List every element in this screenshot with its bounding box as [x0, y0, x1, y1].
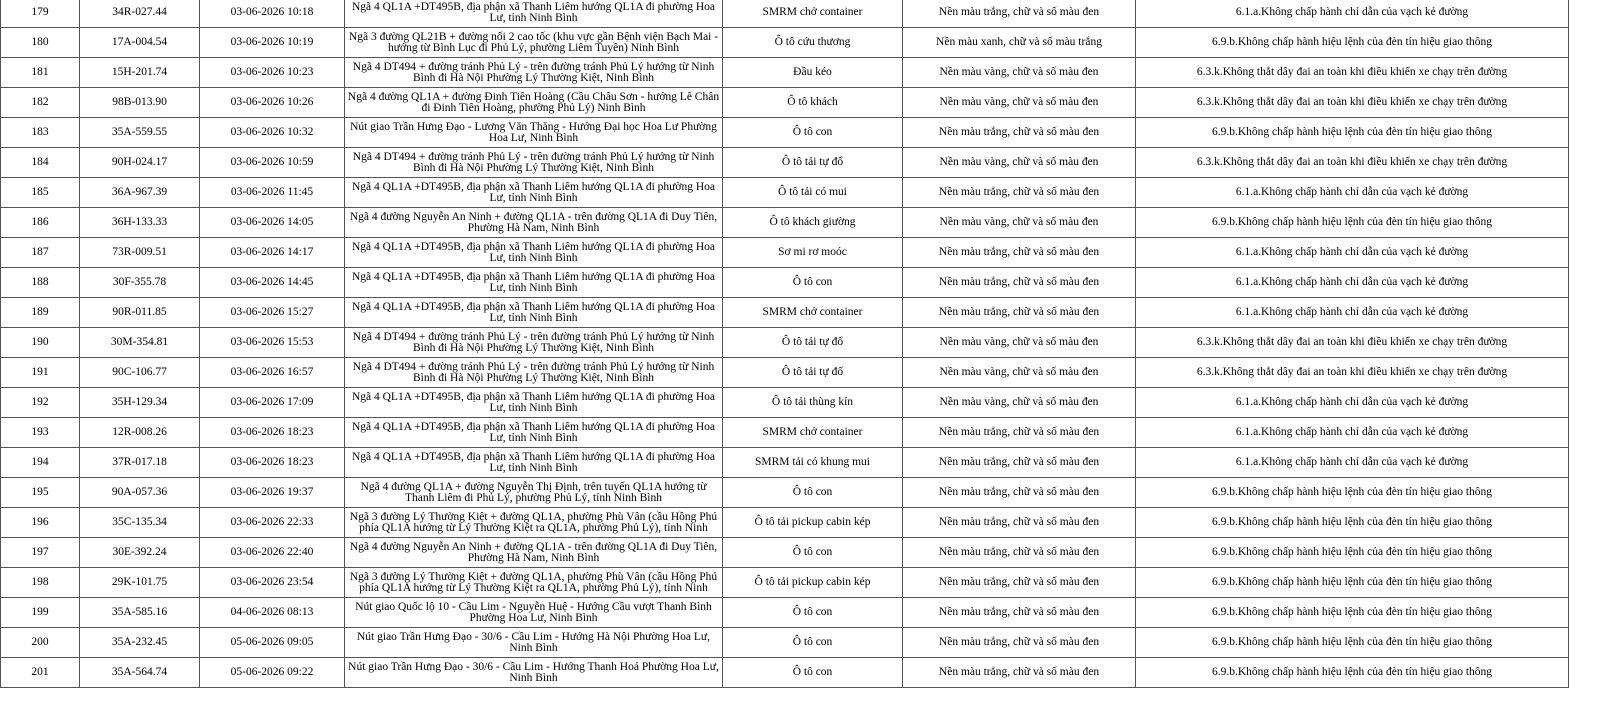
cell-stt: 189 [1, 298, 80, 328]
cell-violation-location: Ngã 4 QL1A +DT495B, địa phận xã Thanh Liêm hướng QL1A đi phường Hoa Lư, tỉnh Ninh Bình [345, 178, 723, 208]
cell-violation-time: 03-06-2026 17:09 [200, 388, 345, 418]
table-row [1, 508, 1569, 538]
cell-vehicle-type: Ô tô con [723, 538, 903, 568]
cell-plate-color: Nền màu trắng, chữ và số màu đen [903, 238, 1136, 268]
cell-violation-type: 6.9.b.Không chấp hành hiệu lệnh của đèn tín hiệu giao thông [1136, 28, 1569, 58]
cell-violation-time: 03-06-2026 22:33 [200, 508, 345, 538]
table-row [1, 238, 1569, 268]
cell-plate-color: Nền màu trắng, chữ và số màu đen [903, 478, 1136, 508]
cell-violation-type: 6.9.b.Không chấp hành hiệu lệnh của đèn tín hiệu giao thông [1136, 598, 1569, 628]
cell-violation-location: Ngã 4 đường Nguyễn An Ninh + đường QL1A - trên đường QL1A đi Duy Tiên, Phường Hà Nam, Ninh Bình [345, 208, 723, 238]
cell-license-plate: 35A-559.55 [80, 118, 200, 148]
cell-plate-color: Nền màu trắng, chữ và số màu đen [903, 448, 1136, 478]
cell-stt: 192 [1, 388, 80, 418]
cell-vehicle-type: Ô tô khách [723, 88, 903, 118]
cell-stt: 187 [1, 238, 80, 268]
cell-violation-type: 6.3.k.Không thắt dây đai an toàn khi điều khiển xe chạy trên đường [1136, 88, 1569, 118]
cell-violation-location: Ngã 4 QL1A +DT495B, địa phận xã Thanh Liêm hướng QL1A đi phường Hoa Lư, tỉnh Ninh Bình [345, 388, 723, 418]
table-row [1, 598, 1569, 628]
cell-license-plate: 30M-354.81 [80, 328, 200, 358]
table-row [1, 628, 1569, 658]
table-row [1, 418, 1569, 448]
cell-stt: 182 [1, 88, 80, 118]
table-row [1, 28, 1569, 58]
cell-violation-type: 6.9.b.Không chấp hành hiệu lệnh của đèn tín hiệu giao thông [1136, 118, 1569, 148]
cell-violation-type: 6.3.k.Không thắt dây đai an toàn khi điều khiển xe chạy trên đường [1136, 148, 1569, 178]
cell-violation-time: 03-06-2026 14:05 [200, 208, 345, 238]
cell-violation-time: 03-06-2026 19:37 [200, 478, 345, 508]
cell-violation-time: 03-06-2026 10:26 [200, 88, 345, 118]
cell-violation-location: Ngã 4 DT494 + đường tránh Phủ Lý - trên đường tránh Phủ Lý hướng từ Ninh Bình đi Hà Nội Phường Lý Thường Kiệt, Ninh Bình [345, 58, 723, 88]
cell-vehicle-type: SMRM chở container [723, 418, 903, 448]
table-row [1, 118, 1569, 148]
cell-license-plate: 35H-129.34 [80, 388, 200, 418]
cell-violation-time: 03-06-2026 10:23 [200, 58, 345, 88]
table-row [1, 58, 1569, 88]
cell-stt: 190 [1, 328, 80, 358]
cell-license-plate: 73R-009.51 [80, 238, 200, 268]
cell-violation-location: Ngã 4 đường QL1A + đường Đinh Tiên Hoàng (Cầu Châu Sơn - hướng Lê Chân đi Đinh Tiên Hoàng, phường Phủ Lý) Ninh Bình [345, 88, 723, 118]
table-body [1, 0, 1569, 688]
cell-stt: 196 [1, 508, 80, 538]
cell-license-plate: 34R-027.44 [80, 0, 200, 28]
cell-violation-time: 03-06-2026 11:45 [200, 178, 345, 208]
cell-license-plate: 35A-585.16 [80, 598, 200, 628]
cell-violation-location: Nút giao Trần Hưng Đạo - 30/6 - Cầu Lim - Hướng Thanh Hoá Phường Hoa Lư, Ninh Bình [345, 658, 723, 688]
table-row [1, 208, 1569, 238]
cell-license-plate: 35A-564.74 [80, 658, 200, 688]
cell-plate-color: Nền màu trắng, chữ và số màu đen [903, 538, 1136, 568]
cell-license-plate: 98B-013.90 [80, 88, 200, 118]
cell-violation-location: Ngã 4 DT494 + đường tránh Phủ Lý - trên đường tránh Phủ Lý hướng từ Ninh Bình đi Hà Nội Phường Lý Thường Kiệt, Ninh Bình [345, 148, 723, 178]
cell-violation-time: 05-06-2026 09:22 [200, 658, 345, 688]
cell-violation-time: 03-06-2026 18:23 [200, 448, 345, 478]
table-row [1, 328, 1569, 358]
cell-vehicle-type: Ô tô con [723, 118, 903, 148]
cell-license-plate: 35C-135.34 [80, 508, 200, 538]
cell-violation-time: 03-06-2026 15:53 [200, 328, 345, 358]
cell-vehicle-type: Ô tô tải pickup cabin kép [723, 568, 903, 598]
cell-violation-time: 03-06-2026 16:57 [200, 358, 345, 388]
cell-vehicle-type: SMRM tải có khung mui [723, 448, 903, 478]
cell-plate-color: Nền màu vàng, chữ và số màu đen [903, 208, 1136, 238]
cell-license-plate: 90A-057.36 [80, 478, 200, 508]
cell-license-plate: 36A-967.39 [80, 178, 200, 208]
cell-plate-color: Nền màu trắng, chữ và số màu đen [903, 418, 1136, 448]
cell-vehicle-type: Ô tô tải thùng kín [723, 388, 903, 418]
cell-license-plate: 17A-004.54 [80, 28, 200, 58]
cell-violation-time: 03-06-2026 15:27 [200, 298, 345, 328]
table-row [1, 478, 1569, 508]
cell-stt: 195 [1, 478, 80, 508]
cell-stt: 179 [1, 0, 80, 28]
table-row [1, 88, 1569, 118]
cell-plate-color: Nền màu vàng, chữ và số màu đen [903, 148, 1136, 178]
cell-violation-type: 6.3.k.Không thắt dây đai an toàn khi điều khiển xe chạy trên đường [1136, 58, 1569, 88]
cell-violation-type: 6.9.b.Không chấp hành hiệu lệnh của đèn tín hiệu giao thông [1136, 478, 1569, 508]
cell-violation-type: 6.1.a.Không chấp hành chỉ dẫn của vạch kẻ đường [1136, 448, 1569, 478]
cell-vehicle-type: Ô tô con [723, 598, 903, 628]
cell-violation-location: Ngã 4 DT494 + đường tránh Phủ Lý - trên đường tránh Phủ Lý hướng từ Ninh Bình đi Hà Nội Phường Lý Thường Kiệt, Ninh Bình [345, 358, 723, 388]
cell-license-plate: 90H-024.17 [80, 148, 200, 178]
table-row [1, 178, 1569, 208]
cell-vehicle-type: Ô tô con [723, 658, 903, 688]
cell-violation-location: Ngã 4 đường Nguyễn An Ninh + đường QL1A - trên đường QL1A đi Duy Tiên, Phường Hà Nam, Ninh Bình [345, 538, 723, 568]
cell-stt: 180 [1, 28, 80, 58]
cell-stt: 200 [1, 628, 80, 658]
cell-plate-color: Nền màu trắng, chữ và số màu đen [903, 268, 1136, 298]
cell-violation-location: Ngã 4 QL1A +DT495B, địa phận xã Thanh Liêm hướng QL1A đi phường Hoa Lư, tỉnh Ninh Bình [345, 418, 723, 448]
cell-vehicle-type: Đầu kéo [723, 58, 903, 88]
table-row [1, 358, 1569, 388]
cell-violation-type: 6.1.a.Không chấp hành chỉ dẫn của vạch kẻ đường [1136, 238, 1569, 268]
cell-violation-type: 6.9.b.Không chấp hành hiệu lệnh của đèn tín hiệu giao thông [1136, 628, 1569, 658]
cell-violation-location: Ngã 3 đường Lý Thường Kiệt + đường QL1A, phường Phù Vân (cầu Hồng Phú phía QL1A hướng từ Lý Thường Kiệt ra QL1A, phường Phủ Lý), tỉnh Ninh [345, 568, 723, 598]
cell-license-plate: 15H-201.74 [80, 58, 200, 88]
cell-plate-color: Nền màu trắng, chữ và số màu đen [903, 0, 1136, 28]
cell-violation-type: 6.3.k.Không thắt dây đai an toàn khi điều khiển xe chạy trên đường [1136, 358, 1569, 388]
cell-stt: 191 [1, 358, 80, 388]
cell-violation-type: 6.9.b.Không chấp hành hiệu lệnh của đèn tín hiệu giao thông [1136, 208, 1569, 238]
cell-violation-time: 03-06-2026 14:45 [200, 268, 345, 298]
cell-plate-color: Nền màu vàng, chữ và số màu đen [903, 88, 1136, 118]
cell-stt: 183 [1, 118, 80, 148]
cell-vehicle-type: Ô tô con [723, 268, 903, 298]
cell-violation-type: 6.1.a.Không chấp hành chỉ dẫn của vạch kẻ đường [1136, 418, 1569, 448]
cell-violation-type: 6.9.b.Không chấp hành hiệu lệnh của đèn tín hiệu giao thông [1136, 568, 1569, 598]
cell-plate-color: Nền màu vàng, chữ và số màu đen [903, 58, 1136, 88]
cell-violation-location: Ngã 4 DT494 + đường tránh Phủ Lý - trên đường tránh Phủ Lý hướng từ Ninh Bình đi Hà Nội Phường Lý Thường Kiệt, Ninh Bình [345, 328, 723, 358]
cell-violation-location: Nút giao Quốc lộ 10 - Cầu Lim - Nguyễn Huệ - Hướng Cầu vượt Thanh Bình Phường Hoa Lư, Ninh Bình [345, 598, 723, 628]
cell-vehicle-type: Ô tô tải tự đổ [723, 328, 903, 358]
cell-license-plate: 90R-011.85 [80, 298, 200, 328]
cell-violation-time: 04-06-2026 08:13 [200, 598, 345, 628]
cell-plate-color: Nền màu xanh, chữ và số màu trắng [903, 28, 1136, 58]
cell-violation-location: Ngã 4 QL1A +DT495B, địa phận xã Thanh Liêm hướng QL1A đi phường Hoa Lư, tỉnh Ninh Bình [345, 298, 723, 328]
cell-violation-type: 6.1.a.Không chấp hành chỉ dẫn của vạch kẻ đường [1136, 298, 1569, 328]
cell-violation-location: Ngã 4 QL1A +DT495B, địa phận xã Thanh Liêm hướng QL1A đi phường Hoa Lư, tỉnh Ninh Bình [345, 0, 723, 28]
cell-stt: 184 [1, 148, 80, 178]
cell-stt: 181 [1, 58, 80, 88]
cell-violation-type: 6.1.a.Không chấp hành chỉ dẫn của vạch kẻ đường [1136, 178, 1569, 208]
cell-plate-color: Nền màu vàng, chữ và số màu đen [903, 328, 1136, 358]
cell-violation-time: 03-06-2026 18:23 [200, 418, 345, 448]
cell-vehicle-type: Ô tô khách giường [723, 208, 903, 238]
cell-violation-time: 03-06-2026 10:32 [200, 118, 345, 148]
cell-violation-time: 03-06-2026 10:19 [200, 28, 345, 58]
cell-vehicle-type: Ô tô tải có mui [723, 178, 903, 208]
cell-vehicle-type: Ô tô cứu thương [723, 28, 903, 58]
cell-stt: 194 [1, 448, 80, 478]
cell-violation-location: Ngã 3 đường QL21B + đường nối 2 cao tốc (khu vực gần Bệnh viện Bạch Mai - hướng từ Bình Lục đi Phủ Lý, phường Liêm Tuyền) Ninh Bình [345, 28, 723, 58]
cell-violation-time: 05-06-2026 09:05 [200, 628, 345, 658]
cell-license-plate: 90C-106.77 [80, 358, 200, 388]
cell-plate-color: Nền màu trắng, chữ và số màu đen [903, 178, 1136, 208]
cell-vehicle-type: Ô tô con [723, 628, 903, 658]
cell-license-plate: 37R-017.18 [80, 448, 200, 478]
cell-license-plate: 30E-392.24 [80, 538, 200, 568]
cell-violation-type: 6.1.a.Không chấp hành chỉ dẫn của vạch kẻ đường [1136, 268, 1569, 298]
cell-plate-color: Nền màu trắng, chữ và số màu đen [903, 298, 1136, 328]
cell-stt: 201 [1, 658, 80, 688]
table-row [1, 568, 1569, 598]
cell-plate-color: Nền màu trắng, chữ và số màu đen [903, 628, 1136, 658]
cell-plate-color: Nền màu trắng, chữ và số màu đen [903, 508, 1136, 538]
cell-plate-color: Nền màu trắng, chữ và số màu đen [903, 568, 1136, 598]
cell-vehicle-type: Sơ mi rơ moóc [723, 238, 903, 268]
cell-license-plate: 30F-355.78 [80, 268, 200, 298]
cell-violation-time: 03-06-2026 14:17 [200, 238, 345, 268]
cell-violation-location: Ngã 3 đường Lý Thường Kiệt + đường QL1A, phường Phù Vân (cầu Hồng Phú phía QL1A hướng từ Lý Thường Kiệt ra QL1A, phường Phủ Lý), tỉnh Ninh [345, 508, 723, 538]
cell-plate-color: Nền màu trắng, chữ và số màu đen [903, 118, 1136, 148]
cell-plate-color: Nền màu vàng, chữ và số màu đen [903, 388, 1136, 418]
cell-violation-type: 6.1.a.Không chấp hành chỉ dẫn của vạch kẻ đường [1136, 388, 1569, 418]
cell-violation-location: Nút giao Trần Hưng Đạo - Lương Văn Thăng - Hướng Đại học Hoa Lư Phường Hoa Lư, Ninh Bình [345, 118, 723, 148]
table-row [1, 448, 1569, 478]
table-row [1, 538, 1569, 568]
table-row [1, 388, 1569, 418]
cell-vehicle-type: Ô tô tải tự đổ [723, 358, 903, 388]
cell-vehicle-type: SMRM chở container [723, 0, 903, 28]
cell-license-plate: 36H-133.33 [80, 208, 200, 238]
cell-vehicle-type: Ô tô tải pickup cabin kép [723, 508, 903, 538]
cell-license-plate: 29K-101.75 [80, 568, 200, 598]
cell-violation-type: 6.1.a.Không chấp hành chỉ dẫn của vạch kẻ đường [1136, 0, 1569, 28]
cell-violation-time: 03-06-2026 10:59 [200, 148, 345, 178]
cell-vehicle-type: Ô tô con [723, 478, 903, 508]
table-row [1, 148, 1569, 178]
table-row [1, 658, 1569, 688]
cell-violation-location: Ngã 4 đường QL1A + đường Nguyễn Thị Định, trên tuyến QL1A hướng từ Thanh Liêm đi Phủ Lý, phường Phủ Lý, tỉnh Ninh Bình [345, 478, 723, 508]
cell-violation-location: Nút giao Trần Hưng Đạo - 30/6 - Cầu Lim - Hướng Hà Nội Phường Hoa Lư, Ninh Bình [345, 628, 723, 658]
cell-vehicle-type: SMRM chở container [723, 298, 903, 328]
table-row [1, 268, 1569, 298]
cell-stt: 193 [1, 418, 80, 448]
cell-violation-type: 6.3.k.Không thắt dây đai an toàn khi điều khiển xe chạy trên đường [1136, 328, 1569, 358]
cell-stt: 199 [1, 598, 80, 628]
cell-violation-type: 6.9.b.Không chấp hành hiệu lệnh của đèn tín hiệu giao thông [1136, 658, 1569, 688]
page-bottom-margin [0, 697, 1619, 720]
cell-violation-time: 03-06-2026 10:18 [200, 0, 345, 28]
cell-stt: 186 [1, 208, 80, 238]
cell-license-plate: 12R-008.26 [80, 418, 200, 448]
cell-vehicle-type: Ô tô tải tự đổ [723, 148, 903, 178]
cell-stt: 197 [1, 538, 80, 568]
cell-violation-type: 6.9.b.Không chấp hành hiệu lệnh của đèn tín hiệu giao thông [1136, 508, 1569, 538]
cell-stt: 188 [1, 268, 80, 298]
cell-violation-location: Ngã 4 QL1A +DT495B, địa phận xã Thanh Liêm hướng QL1A đi phường Hoa Lư, tỉnh Ninh Bình [345, 268, 723, 298]
table-row [1, 0, 1569, 28]
cell-stt: 198 [1, 568, 80, 598]
cell-violation-time: 03-06-2026 23:54 [200, 568, 345, 598]
cell-plate-color: Nền màu trắng, chữ và số màu đen [903, 658, 1136, 688]
cell-violation-location: Ngã 4 QL1A +DT495B, địa phận xã Thanh Liêm hướng QL1A đi phường Hoa Lư, tỉnh Ninh Bình [345, 238, 723, 268]
cell-violation-type: 6.9.b.Không chấp hành hiệu lệnh của đèn tín hiệu giao thông [1136, 538, 1569, 568]
table-row [1, 298, 1569, 328]
cell-violation-time: 03-06-2026 22:40 [200, 538, 345, 568]
cell-license-plate: 35A-232.45 [80, 628, 200, 658]
cell-plate-color: Nền màu vàng, chữ và số màu đen [903, 358, 1136, 388]
cell-stt: 185 [1, 178, 80, 208]
cell-plate-color: Nền màu trắng, chữ và số màu đen [903, 598, 1136, 628]
cell-violation-location: Ngã 4 QL1A +DT495B, địa phận xã Thanh Liêm hướng QL1A đi phường Hoa Lư, tỉnh Ninh Bình [345, 448, 723, 478]
